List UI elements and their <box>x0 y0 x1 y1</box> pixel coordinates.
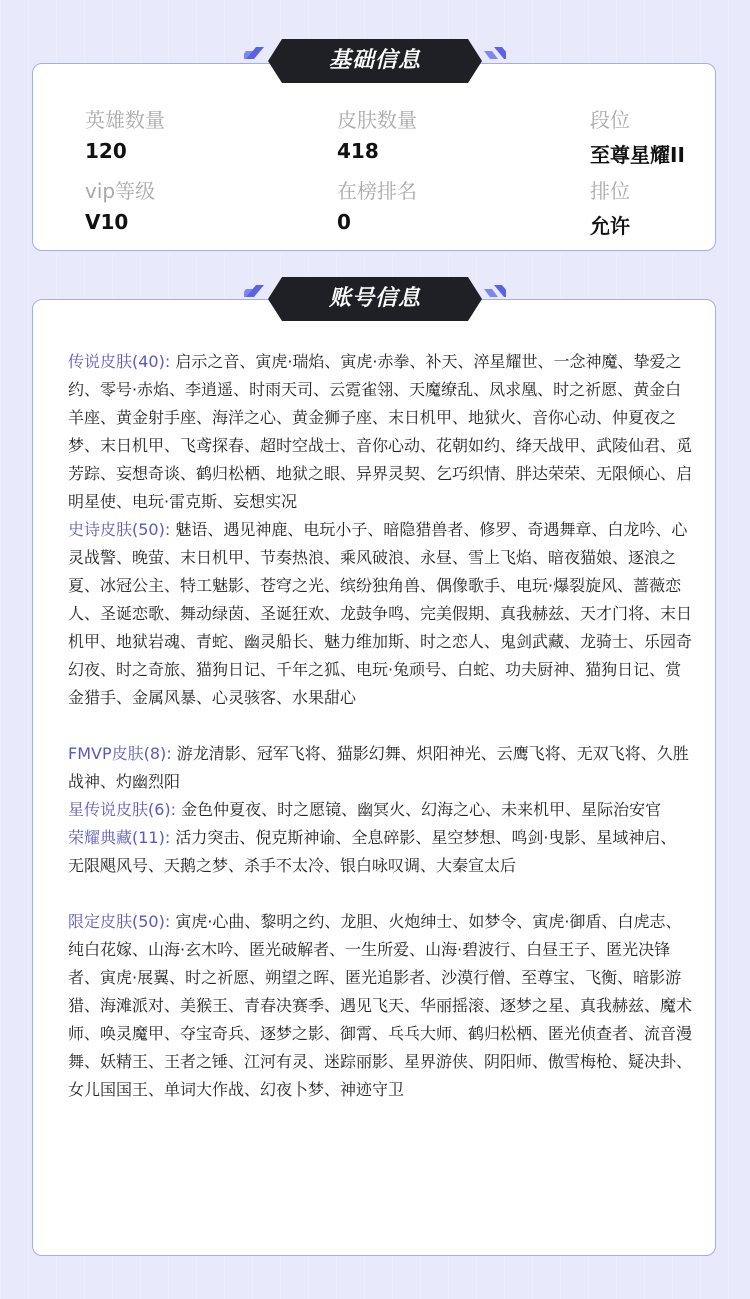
skin-category-limited <box>68 908 692 1104</box>
category-items: 寅虎·心曲、黎明之约、龙胆、火炮绅士、如梦令、寅虎·御盾、白虎志、纯白花嫁、山海·玄木吟、匿光破解者、一生所爱、山海·碧波行、白昼王子、匿光决锋者、寅虎·展翼、时之祈愿、朔望之晖、匿光追影者、沙漠行僧、至尊宝、飞衡、暗影游猎、海滩派对、美猴王、青春决赛季、遇见飞天、华丽摇滚、逐梦之星、真我赫兹、魔术师、唤灵魔甲、夺宝奇兵、逐梦之影、御霄、乓乓大师、鹤归松栖、匿光侦查者、流音漫舞、妖精王、王者之锤、江河有灵、迷踪丽影、星界游侠、阴阳师、傲雪梅枪、疑决卦、女儿国国王、单词大作战、幻夜卜梦、神迹守卫 <box>68 912 693 1099</box>
category-label: 荣耀典藏(11): <box>68 828 171 847</box>
category-label: FMVP皮肤(8): <box>68 744 172 763</box>
category-items: 活力突击、倪克斯神谕、全息碎影、星空梦想、鸣剑·曳影、星域神启、无限飓风号、天鹅之梦、杀手不太冷、银白咏叹调、大秦宣太后 <box>68 828 677 875</box>
stat-value: V10 <box>85 210 129 234</box>
stat-value: 至尊星耀II <box>590 143 685 167</box>
stat-value: 0 <box>337 210 351 234</box>
category-label: 星传说皮肤(6): <box>68 800 177 819</box>
section-title: 基础信息 <box>328 48 421 73</box>
skin-category-epic <box>68 516 692 712</box>
section-title: 账号信息 <box>328 286 421 311</box>
category-label: 传说皮肤(40): <box>68 352 171 371</box>
stat-label: 皮肤数量 <box>337 108 417 132</box>
stat-label: 英雄数量 <box>85 108 165 132</box>
skin-list <box>68 348 692 1104</box>
stat-label: 在榜排名 <box>337 179 417 203</box>
stat-hero-count <box>85 104 165 163</box>
basic-info-banner <box>244 37 506 85</box>
stat-vip-level <box>85 175 155 234</box>
skin-category-fmvp <box>68 740 692 796</box>
stat-label: 排位 <box>590 179 630 203</box>
skin-category-legend <box>68 348 692 516</box>
account-info-banner <box>244 275 506 323</box>
stat-label: 段位 <box>590 108 630 132</box>
category-items: 游龙清影、冠军飞将、猫影幻舞、炽阳神光、云鹰飞将、无双飞将、久胜战神、灼幽烈阳 <box>68 744 689 791</box>
stat-label: vip等级 <box>85 179 156 203</box>
stat-value: 418 <box>337 139 379 163</box>
stat-skin-count <box>337 104 417 163</box>
category-items: 金色仲夏夜、时之愿镜、幽冥火、幻海之心、未来机甲、星际治安官 <box>181 800 662 819</box>
category-items: 魅语、遇见神鹿、电玩小子、暗隐猎兽者、修罗、奇遇舞章、白龙吟、心灵战警、晚萤、末日机甲、节奏热浪、乘风破浪、永昼、雪上飞焰、暗夜猫娘、逐浪之夏、冰冠公主、特工魅影、苍穹之光、缤纷独角兽、偶像歌手、电玩·爆裂旋风、蔷薇恋人、圣诞恋歌、舞动绿茵、圣诞狂欢、龙鼓争鸣、完美假期、真我赫兹、天才门将、末日机甲、地狱岩魂、青蛇、幽灵船长、魅力维加斯、时之恋人、鬼剑武藏、龙骑士、乐园奇幻夜、时之奇旅、猫狗日记、千年之狐、电玩·兔顽号、白蛇、功夫厨神、猫狗日记、赏金猎手、金属风暴、心灵骇客、水果甜心 <box>68 520 693 707</box>
stat-rank-tier <box>590 104 685 168</box>
category-label: 史诗皮肤(50): <box>68 520 171 539</box>
skin-category-glory-collection <box>68 824 692 880</box>
basic-info-card <box>32 63 716 251</box>
stat-value: 允许 <box>590 214 630 238</box>
stat-ranked-allowed <box>590 175 630 239</box>
skin-category-star-legend <box>68 796 692 824</box>
category-label: 限定皮肤(50): <box>68 912 171 931</box>
stat-leaderboard-rank <box>337 175 417 234</box>
category-items: 启示之音、寅虎·瑞焰、寅虎·赤拳、补天、淬星耀世、一念神魔、挚爱之约、零号·赤焰、李逍遥、时雨天司、云霓雀翎、天魔缭乱、凤求凰、时之祈愿、黄金白羊座、黄金射手座、海洋之心、黄金狮子座、末日机甲、地狱火、音你心动、仲夏夜之梦、末日机甲、飞鸢探春、超时空战士、音你心动、花朝如约、绛天战甲、武陵仙君、觅芳踪、妄想奇谈、鹤归松栖、地狱之眼、异界灵契、乞巧织情、胖达荣荣、无限倾心、启明星使、电玩·雷克斯、妄想实况 <box>68 352 693 511</box>
stat-value: 120 <box>85 139 127 163</box>
